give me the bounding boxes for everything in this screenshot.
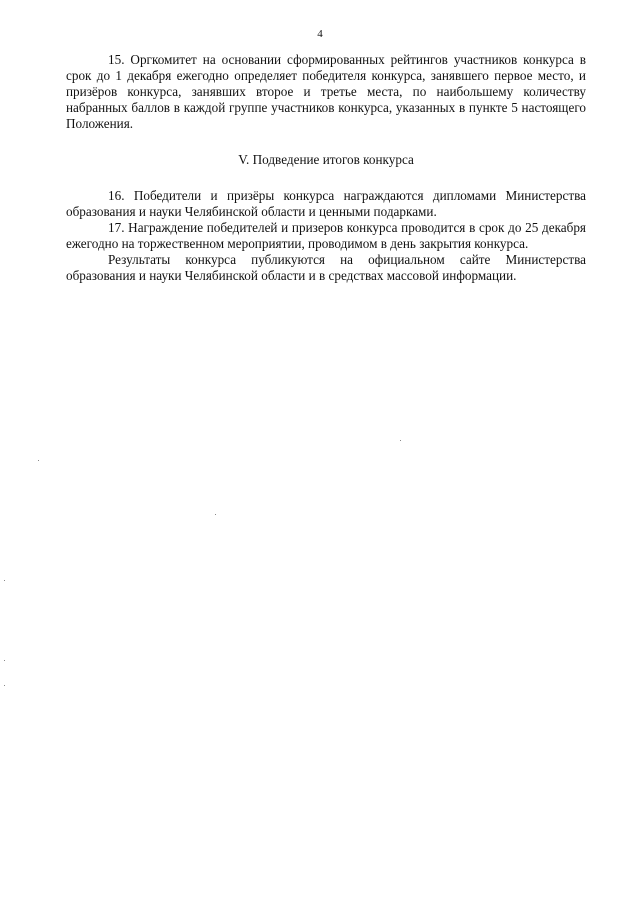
scan-speck	[38, 460, 39, 461]
scan-speck	[4, 580, 5, 581]
page-number: 4	[317, 28, 323, 40]
paragraph-15: 15. Оргкомитет на основании сформированных рейтингов участников конкурса в срок до 1 декабря ежегодно определяет победителя конкурса, занявшего первое место, и призёров конкурса, занявших второе и третье места, по наибольшему количеству набранных баллов в каждой группе участников конкурса, указанных в пункте 5 настоящего Положения.	[66, 52, 586, 131]
paragraph-results: Результаты конкурса публикуются на официальном сайте Министерства образования и науки Челябинской области и в средствах массовой информации.	[66, 252, 586, 283]
paragraph-16: 16. Победители и призёры конкурса награждаются дипломами Министерства образования и науки Челябинской области и ценными подарками.	[66, 188, 586, 219]
section-heading: V. Подведение итогов конкурса	[238, 152, 414, 167]
scan-speck	[4, 685, 5, 686]
scan-speck	[400, 440, 401, 441]
scan-speck	[215, 514, 216, 515]
document-body	[66, 52, 586, 284]
paragraph-17: 17. Награждение победителей и призеров конкурса проводится в срок до 25 декабря ежегодно на торжественном мероприятии, проводимом в день закрытия конкурса.	[66, 220, 586, 251]
scan-speck	[4, 660, 5, 661]
